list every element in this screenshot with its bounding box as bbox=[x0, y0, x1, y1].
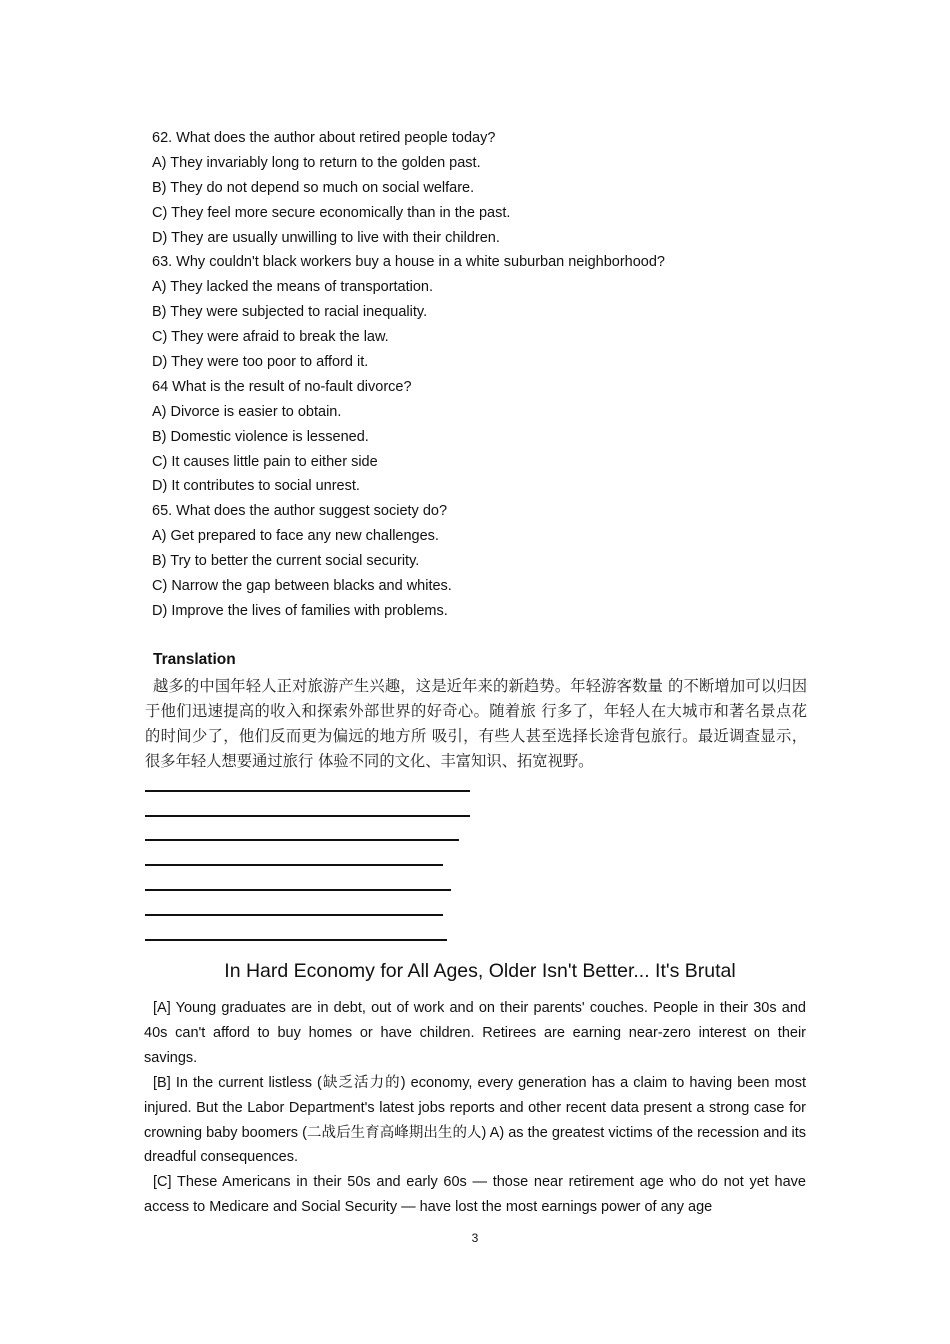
answer-option: D) It contributes to social unrest. bbox=[152, 478, 360, 495]
article-title: In Hard Economy for All Ages, Older Isn't Better... It's Brutal bbox=[224, 960, 736, 982]
question-stem: 65. What does the author suggest society do? bbox=[152, 503, 448, 520]
page-number: 3 bbox=[471, 1231, 479, 1245]
answer-option: A) Divorce is easier to obtain. bbox=[152, 403, 342, 420]
questions-section bbox=[152, 126, 812, 624]
answer-option: C) They feel more secure economically than in the past. bbox=[152, 204, 511, 221]
translation-heading: Translation bbox=[153, 651, 236, 668]
answer-option: A) They invariably long to return to the golden past. bbox=[152, 154, 481, 171]
answer-blank-line[interactable] bbox=[145, 864, 443, 866]
answer-blank-line[interactable] bbox=[145, 889, 451, 891]
answer-option: D) They are usually unwilling to live with their children. bbox=[152, 229, 500, 246]
article-paragraph: [B] In the current listless (缺乏活力的) economy, every generation has a claim to having been most injured. But the Labor Department's latest jobs reports and other recent data present a strong case for crowning baby boomers (二战后生育高峰期出生的人) A) as the greatest victims of the recession and its dreadful consequences. bbox=[144, 1074, 806, 1166]
question-stem: 64 What is the result of no-fault divorce? bbox=[152, 378, 412, 395]
answer-blank-line[interactable] bbox=[145, 790, 470, 792]
answer-option: C) It causes little pain to either side bbox=[152, 453, 378, 470]
answer-option: B) Domestic violence is lessened. bbox=[152, 428, 369, 445]
answer-blank-line[interactable] bbox=[145, 839, 459, 841]
answer-option: B) They do not depend so much on social welfare. bbox=[152, 179, 475, 196]
answer-option: B) They were subjected to racial inequality. bbox=[152, 304, 428, 321]
answer-blank-line[interactable] bbox=[145, 815, 470, 817]
answer-blank-line[interactable] bbox=[145, 939, 447, 941]
answer-option: D) Improve the lives of families with problems. bbox=[152, 602, 448, 619]
answer-blank-line[interactable] bbox=[145, 914, 443, 916]
answer-option: B) Try to better the current social security. bbox=[152, 553, 420, 570]
question-stem: 62. What does the author about retired people today? bbox=[152, 130, 496, 146]
answer-option: D) They were too poor to afford it. bbox=[152, 354, 369, 371]
article-body bbox=[144, 996, 806, 1220]
article-paragraph: [C] These Americans in their 50s and early 60s — those near retirement age who do not yet have access to Medicare and Social Security — have lost the most earnings power of any age bbox=[144, 1174, 806, 1216]
translation-passage: 越多的中国年轻人正对旅游产生兴趣，这是近年来的新趋势。年轻游客数量 的不断增加可以归因于他们迅速提高的收入和探索外部世界的好奇心。随着旅 行多了，年轻人在大城市和著名景点花的时间少了，他们反而更为偏远的地方所 吸引，有些人甚至选择长途背包旅行。最近调查显示，很多年轻人想要通过旅行 体验不同的文化、丰富知识、拓宽视野。 bbox=[145, 677, 807, 770]
answer-option: C) They were afraid to break the law. bbox=[152, 329, 389, 346]
answer-option: A) Get prepared to face any new challenges. bbox=[152, 528, 439, 545]
article-paragraph: [A] Young graduates are in debt, out of work and on their parents' couches. People in their 30s and 40s can't afford to buy homes or have children. Retirees are earning near-zero interest on their savings. bbox=[144, 1000, 806, 1066]
question-stem: 63. Why couldn't black workers buy a house in a white suburban neighborhood? bbox=[152, 254, 666, 271]
answer-option: C) Narrow the gap between blacks and whites. bbox=[152, 578, 452, 595]
answer-option: A) They lacked the means of transportation. bbox=[152, 279, 434, 296]
